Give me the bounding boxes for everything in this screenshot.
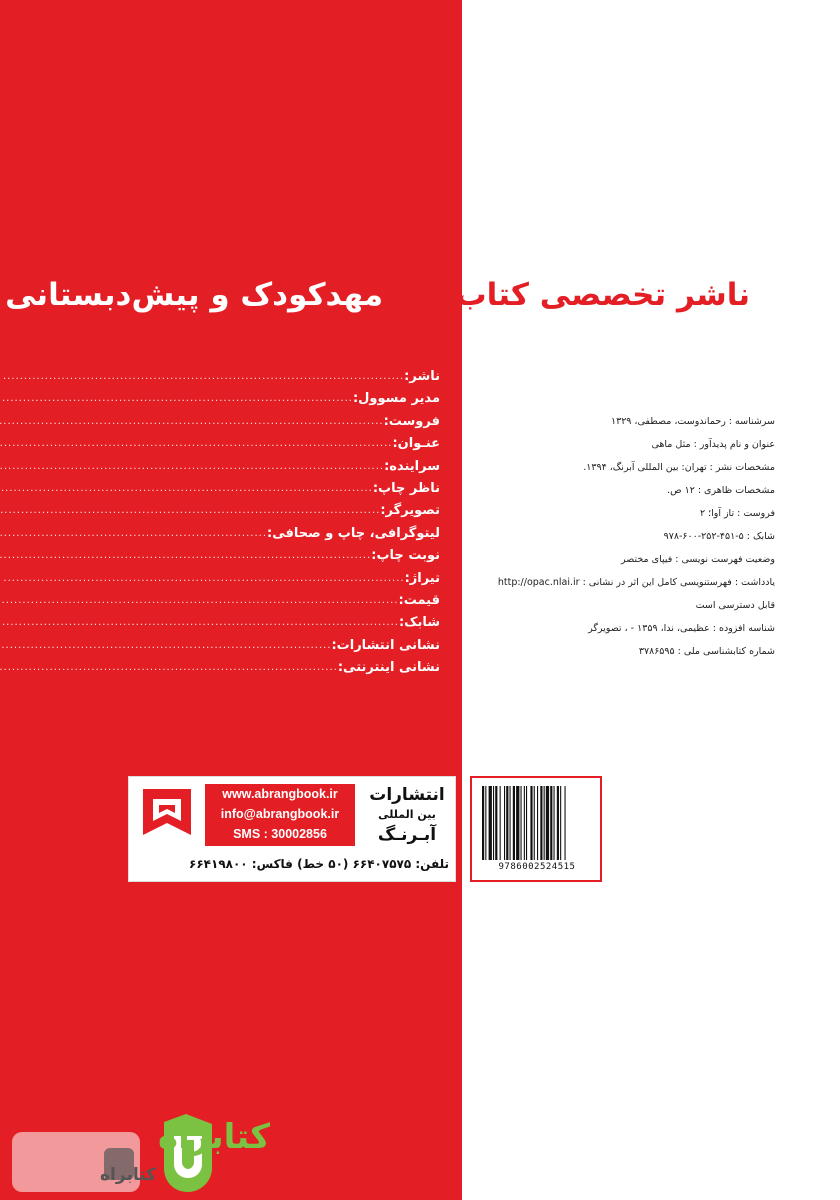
barcode-bar	[489, 786, 492, 860]
barcode-bar	[565, 786, 566, 860]
barcode-bar	[554, 786, 555, 860]
publisher-name	[365, 783, 449, 847]
headline-white-part: مهدکودک و پیش‌دبستانی	[5, 277, 384, 313]
watermark-text-large: کتابراه	[158, 1117, 271, 1157]
barcode-bar	[560, 786, 561, 860]
barcode-bar	[544, 786, 545, 860]
credit-label: مدیر مسوول:	[352, 391, 440, 407]
credit-label: فروست:	[383, 413, 440, 429]
credit-row-illustrator	[60, 500, 440, 522]
barcode-bar	[530, 786, 532, 860]
cip-line: یادداشت : فهرستنویسی کامل این اثر در نشانی : http://opac.nlai.ir	[497, 577, 775, 588]
abrang-logo-icon	[137, 783, 197, 849]
barcode-icon	[480, 786, 596, 860]
credit-row-title	[60, 433, 440, 455]
credit-label: لیتوگرافی، چاپ و صحافی:	[267, 525, 440, 541]
publisher-name-line3: آبـرنـگ	[377, 825, 437, 845]
isbn-barcode	[470, 776, 602, 882]
credit-row-director	[60, 388, 440, 410]
watermark-text-small: کتابراه	[100, 1165, 157, 1185]
publisher-website[interactable]: www.abrangbook.ir	[222, 787, 338, 801]
credit-row-isbn	[60, 612, 440, 634]
leader-dots	[0, 500, 380, 522]
credit-row-printing	[60, 523, 440, 545]
barcode-bar	[510, 786, 511, 860]
credits-list	[60, 366, 440, 726]
credit-label: قیمت:	[398, 592, 440, 608]
credit-label: سراینده:	[384, 458, 440, 474]
leader-dots	[0, 657, 338, 679]
headline-red-part: ناشر تخصصی کتاب‌های	[383, 277, 750, 313]
credit-label: شابک:	[398, 615, 440, 631]
leader-dots	[0, 388, 353, 410]
leader-dots	[0, 456, 384, 478]
barcode-digits: 9786002524515	[498, 862, 576, 872]
cip-line: فروست : تاز آوا؛ ۲	[699, 508, 775, 519]
cip-line: قابل دسترسی است	[695, 600, 775, 611]
barcode-bar	[495, 786, 497, 860]
barcode-bar	[513, 786, 515, 860]
credit-label: نوبت چاپ:	[371, 548, 440, 564]
barcode-bar	[516, 786, 519, 860]
barcode-bar	[550, 786, 552, 860]
cip-line: وضعیت فهرست نویسی : فیپای مختصر	[621, 554, 775, 565]
credit-row-publisher	[60, 366, 440, 388]
barcode-bar	[493, 786, 494, 860]
barcode-bar	[524, 786, 525, 860]
credit-row-website	[60, 657, 440, 679]
leader-dots	[3, 568, 404, 590]
publisher-name-line1: انتشارات	[369, 785, 445, 805]
cip-line: مشخصات نشر : تهران: بین المللی آبرنگ، ۱۳۹۴.	[583, 462, 775, 473]
credit-label: ناظر چاپ:	[372, 480, 440, 496]
cip-line: سرشناسه : رحماندوست، مصطفی، ۱۳۲۹	[610, 416, 775, 427]
credit-row-print-supervisor	[60, 478, 440, 500]
leader-dots	[0, 478, 373, 500]
credit-label: نشانی انتشارات:	[331, 637, 440, 653]
barcode-bar	[521, 786, 522, 860]
barcode-bar	[485, 786, 486, 860]
cover-headline	[5, 270, 750, 320]
credit-label: تصویرگر:	[380, 503, 440, 519]
credit-row-poet	[60, 456, 440, 478]
credit-row-address	[60, 635, 440, 657]
barcode-bar	[506, 786, 508, 860]
credit-label: تیراژ:	[404, 570, 440, 586]
barcode-bar	[540, 786, 542, 860]
barcode-bar	[482, 786, 484, 860]
credit-label: عنـوان:	[392, 436, 440, 452]
barcode-bar	[537, 786, 538, 860]
leader-dots	[0, 411, 384, 433]
ketabrah-watermark	[12, 1110, 271, 1195]
barcode-bar	[500, 786, 501, 860]
leader-dots	[0, 523, 267, 545]
leader-dots	[0, 433, 392, 455]
cataloguing-info	[475, 410, 775, 700]
publisher-contact-box	[205, 784, 355, 846]
publisher-name-line2: بین المللی	[378, 808, 436, 821]
cip-line: عنوان و نام پدیدآور : مثل ماهی	[651, 439, 775, 450]
leader-dots	[0, 635, 331, 657]
leader-dots	[3, 366, 404, 388]
barcode-bar	[526, 786, 527, 860]
cip-line: شابک : ۵-۴۵۱-۲۵۲-۶۰۰-۹۷۸	[663, 531, 775, 542]
credit-row-price	[60, 590, 440, 612]
credit-row-edition	[60, 545, 440, 567]
publisher-phone-fax: تلفن: ۶۶۴۰۷۵۷۵ (۵۰ خط) فاکس: ۶۶۴۱۹۸۰۰	[189, 857, 449, 871]
publisher-card	[128, 776, 456, 882]
barcode-bar	[504, 786, 505, 860]
leader-dots	[0, 545, 371, 567]
cip-line: شناسه افزوده : عظیمی، ندا، ۱۳۵۹ - ، تصویرگر	[588, 623, 775, 634]
cip-line: شماره کتابشناسی ملی : ۳۷۸۶۵۹۵	[638, 646, 775, 657]
credit-row-circulation	[60, 568, 440, 590]
credit-label: ناشر:	[404, 369, 440, 384]
leader-dots	[0, 612, 399, 634]
credit-label: نشانی اینترنتی:	[337, 660, 440, 676]
publisher-email[interactable]: info@abrangbook.ir	[220, 807, 340, 821]
barcode-bar	[557, 786, 559, 860]
barcode-bar	[534, 786, 535, 860]
publisher-sms: SMS : 30002856	[233, 827, 327, 841]
leader-dots	[0, 590, 399, 612]
credit-row-series	[60, 411, 440, 433]
cip-line: مشخصات ظاهری : ۱۲ ص.	[667, 485, 775, 496]
barcode-bar	[546, 786, 549, 860]
